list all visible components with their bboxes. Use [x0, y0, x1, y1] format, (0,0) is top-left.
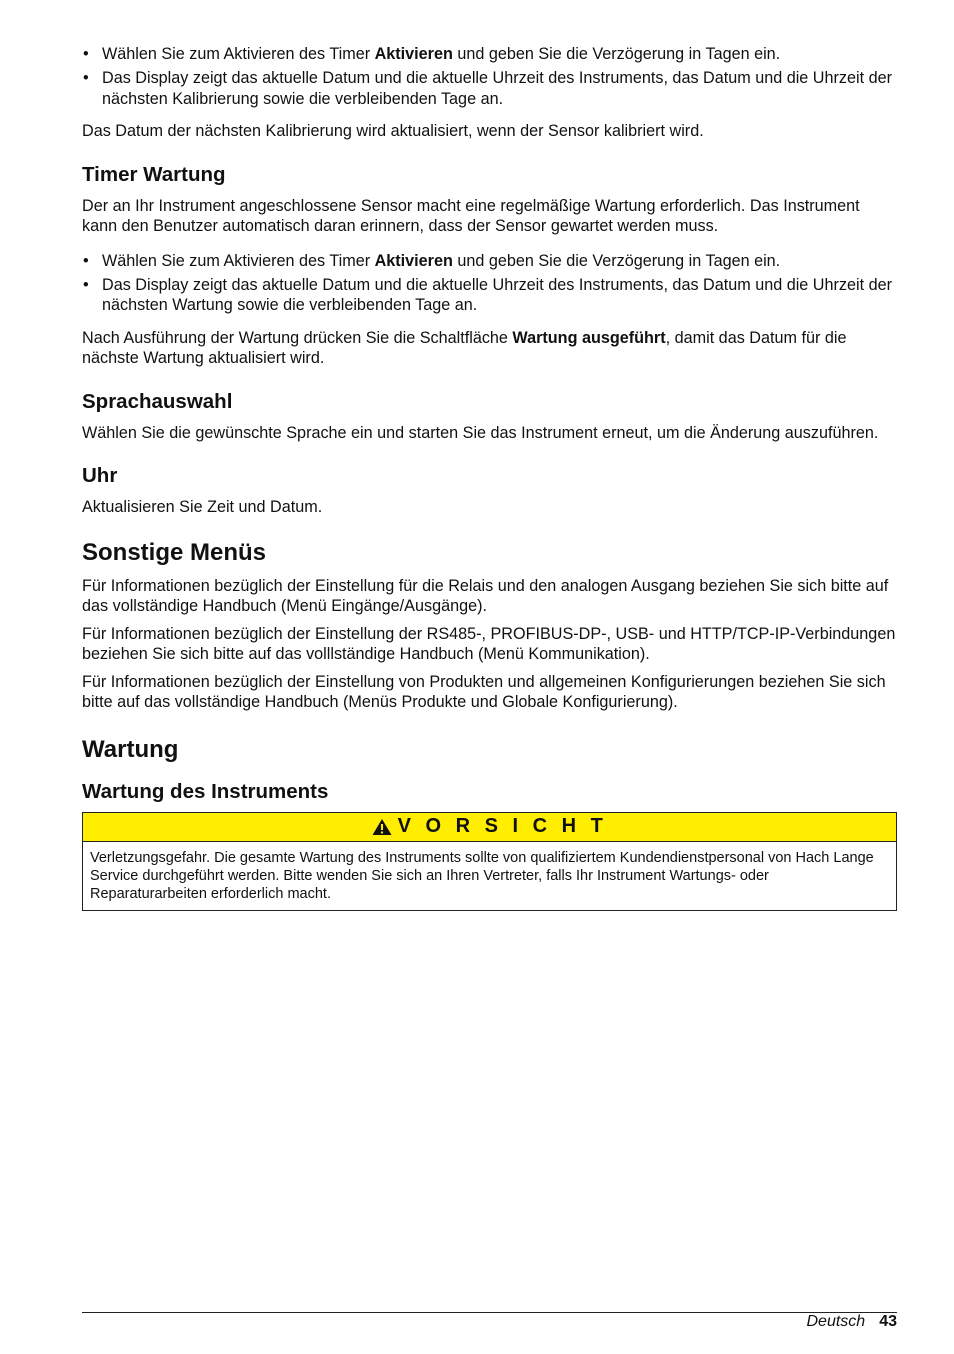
heading-timer-wartung: Timer Wartung	[82, 162, 226, 186]
calibration-bullet-list	[82, 44, 897, 109]
page-footer	[82, 1312, 897, 1332]
sonstige-paragraph: Für Informationen bezüglich der Einstellung von Produkten und allgemeinen Konfigurierungen beziehen Sie sich bitte auf das vollständige Handbuch (Menüs Produkte und Globale Konfigurierung).	[82, 672, 886, 711]
list-item: • Wählen Sie zum Aktivieren des Timer Aktivieren und geben Sie die Verzögerung in Tagen ein.	[83, 45, 781, 63]
document-page	[82, 44, 897, 911]
sonstige-paragraph: Für Informationen bezüglich der Einstellung der RS485-, PROFIBUS-DP-, USB- und HTTP/TCP-IP-Verbindungen beziehen Sie sich bitte auf das volllständige Handbuch (Menü Kommunikation).	[82, 624, 896, 663]
sprachauswahl-text: Wählen Sie die gewünschte Sprache ein und starten Sie das Instrument erneut, um die Änderung auszuführen.	[82, 423, 879, 442]
page-number: 43	[879, 1313, 897, 1330]
calibration-note: Das Datum der nächsten Kalibrierung wird aktualisiert, wenn der Sensor kalibriert wird.	[82, 122, 704, 140]
list-item: • Wählen Sie zum Aktivieren des Timer Aktivieren und geben Sie die Verzögerung in Tagen ein.	[83, 251, 781, 270]
heading-wartung-des-instruments: Wartung des Instruments	[82, 779, 329, 803]
heading-sprachauswahl: Sprachauswahl	[82, 389, 233, 413]
list-item: • Das Display zeigt das aktuelle Datum und die aktuelle Uhrzeit des Instruments, das Datum und die Uhrzeit der nächsten Kalibrierung sowie die verbleibenden Tage an.	[83, 69, 892, 108]
heading-sonstige-menues: Sonstige Menüs	[82, 538, 267, 566]
heading-wartung: Wartung	[82, 735, 179, 763]
warning-triangle-icon	[372, 818, 392, 836]
caution-box	[82, 812, 897, 911]
maintenance-bullet-list	[82, 251, 897, 316]
timer-wartung-note: Nach Ausführung der Wartung drücken Sie die Schaltfläche Wartung ausgeführt, damit das Datum für die nächste Wartung aktualisiert wird.	[82, 328, 847, 367]
caution-title: V O R S I C H T	[397, 815, 608, 837]
footer-language: Deutsch	[806, 1313, 866, 1330]
list-item: • Das Display zeigt das aktuelle Datum und die aktuelle Uhrzeit des Instruments, das Datum und die Uhrzeit der nächsten Wartung sowie die verbleibenden Tage an.	[83, 275, 892, 314]
caution-text: Verletzungsgefahr. Die gesamte Wartung des Instruments sollte von qualifiziertem Kundendienstpersonal von Hach Lange Service durchgeführt werden. Bitte wenden Sie sich an Ihren Vertreter, falls Ihr Instrument Wartungs- oder Reparaturarbeiten erforderlich macht.	[90, 849, 874, 902]
caution-header	[83, 813, 896, 842]
timer-wartung-intro: Der an Ihr Instrument angeschlossene Sensor macht eine regelmäßige Wartung erforderlich. Das Instrument kann den Benutzer automatisch daran erinnern, dass der Sensor gewartet werden muss.	[82, 196, 860, 235]
uhr-text: Aktualisieren Sie Zeit und Datum.	[82, 498, 323, 516]
heading-uhr: Uhr	[82, 464, 118, 487]
sonstige-paragraph: Für Informationen bezüglich der Einstellung für die Relais und den analogen Ausgang beziehen Sie sich bitte auf das vollständige Handbuch (Menü Eingänge/Ausgänge).	[82, 576, 889, 615]
